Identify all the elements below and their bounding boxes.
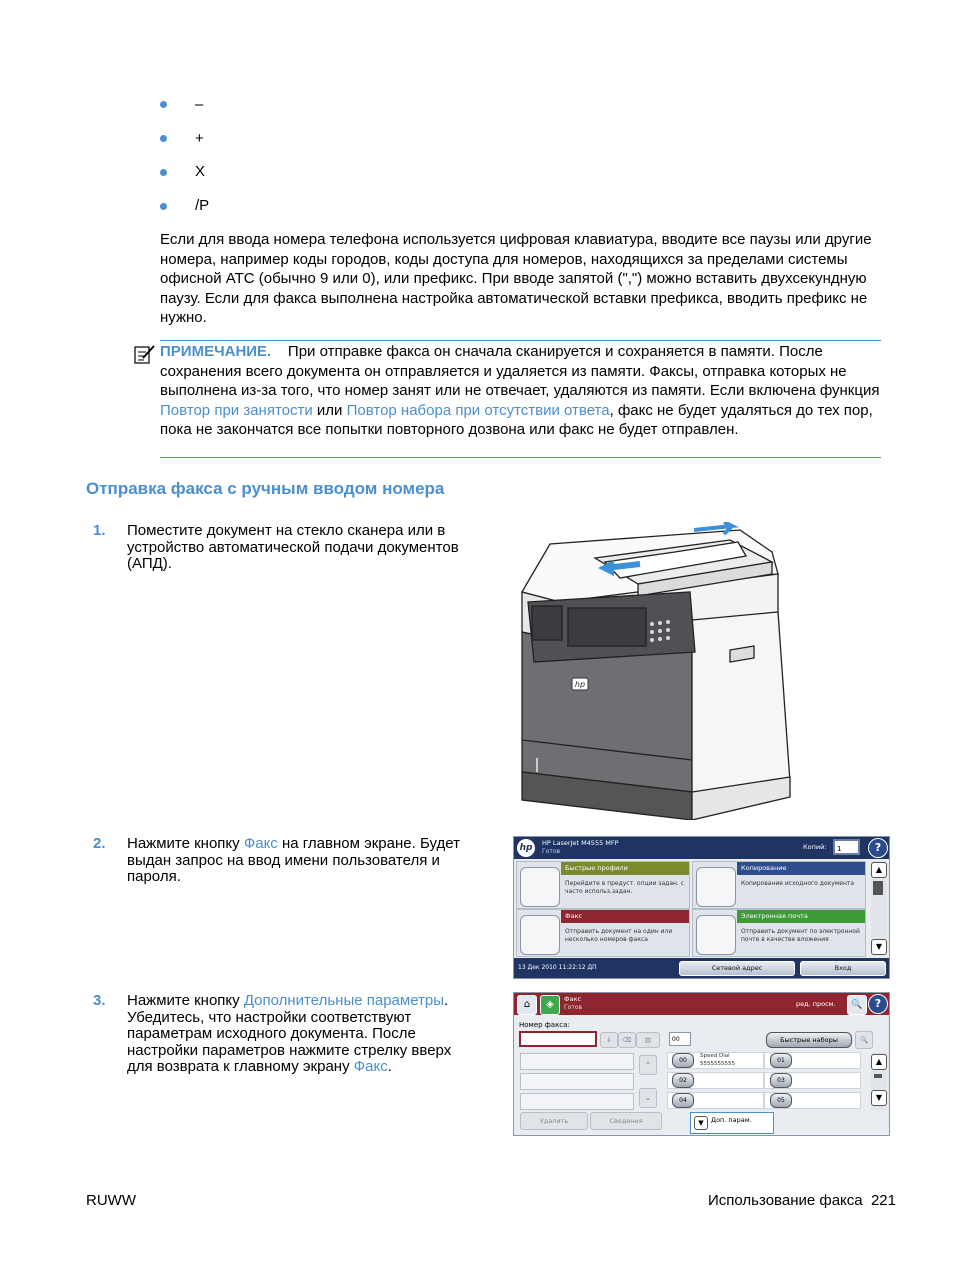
step-text-part: Нажмите кнопку [127, 835, 240, 852]
bullet-marker [160, 203, 167, 210]
fax-screen [513, 992, 890, 1136]
email-tile[interactable] [692, 909, 866, 957]
sign-in-button[interactable]: Вход [800, 961, 886, 976]
intro-paragraph: Если для ввода номера телефона используется цифровая клавиатура, вводите все паузы или другие номера, например коды городов, коды доступа для номеров, находящихся за пределами системы офисной АТС (обычно 9 или 0), или префикс. При вводе запятой (",") можно вставить двухсекундную паузу. Если для факса выполнена настройка автоматической вставки префикса, вводить префикс не нужно. [160, 231, 872, 326]
quick-sets-icon [520, 867, 560, 907]
step-number: 2. [93, 835, 106, 852]
footer-title: Использование факса [708, 1192, 863, 1209]
retry-no-answer-link[interactable]: Повтор набора при отсутствии ответа [346, 401, 610, 419]
home-footer [514, 958, 889, 978]
scroll-thumb[interactable] [874, 1074, 882, 1078]
fax-list-row[interactable] [520, 1073, 634, 1090]
step-number: 3. [93, 992, 106, 1009]
speed-key[interactable]: 03 [770, 1073, 792, 1088]
help-button[interactable]: ? [868, 838, 888, 858]
tile-label: Быстрые профили [561, 862, 689, 875]
step-text-part: . Убедитесь, что настройки соответствуют параметрам исходного документа. После настройки параметров нажмите стрелку вверх для возврата к главному экрану [127, 992, 452, 1075]
speed-dial-scrollbar[interactable] [871, 1052, 887, 1110]
delete-button[interactable]: Удалить [520, 1112, 588, 1130]
speed-key[interactable]: 01 [770, 1053, 792, 1068]
section-heading: Отправка факса с ручным вводом номера [86, 479, 445, 498]
note-top-rule [160, 340, 881, 341]
step-text [127, 836, 472, 886]
help-button[interactable]: ? [868, 994, 888, 1014]
page-number: 221 [870, 1192, 896, 1209]
note-label: ПРИМЕЧАНИЕ. [160, 343, 272, 360]
speed-dial-number: 5555555555 [700, 1061, 735, 1067]
scroll-down-icon[interactable]: ▼ [871, 1090, 887, 1106]
note-text: При отправке факса он сначала сканируется и сохраняется в памяти. После сохранения всего документа он отправляется и удаляется из памяти. Факсы, отправка которых не выполнена из-за того, что номер занят или не отвечает, удаляются из памяти. Если включена функция [160, 343, 880, 399]
speed-dials-button[interactable]: Быстрые наборы [766, 1032, 852, 1048]
home-screen [513, 836, 890, 979]
step-text-part: на главном экране. Будет выдан запрос на ввод имени пользователя и пароля. [127, 835, 460, 885]
date-time: 13 Дек 2010 11:22:12 ДП [518, 964, 597, 971]
envelope-icon [696, 915, 736, 955]
fax-title: Факс [564, 995, 582, 1003]
tile-description: Отправить документ по электронной почте в качестве вложения [741, 928, 860, 943]
arrow-down-icon[interactable]: ⇓ [600, 1032, 618, 1048]
step-text-part: . [387, 1058, 392, 1075]
network-address-button[interactable]: Сетевой адрес [679, 961, 795, 976]
fax-number-label: Номер факса: [519, 1021, 570, 1029]
search-icon[interactable]: 🔍 [855, 1031, 873, 1049]
book-icon[interactable]: ▤ [636, 1032, 660, 1048]
chevron-down-icon: ▼ [694, 1116, 708, 1130]
speed-dial-index: 00 [669, 1032, 691, 1046]
copy-tile[interactable] [692, 861, 866, 909]
copy-icon [696, 867, 736, 907]
bullet-item: + [195, 130, 204, 147]
copies-input[interactable]: 1 [833, 839, 860, 855]
scroll-down-icon[interactable]: ▼ [871, 939, 887, 955]
printer-logo: hp [574, 680, 586, 689]
list-down-icon[interactable]: ⌄ [639, 1088, 657, 1108]
bullet-marker [160, 135, 167, 142]
speed-key[interactable]: 02 [672, 1073, 694, 1088]
fax-number-input[interactable] [519, 1031, 597, 1047]
step-text-part: Нажмите кнопку [127, 992, 240, 1009]
home-header [514, 837, 889, 859]
footer-left: RUWW [86, 1192, 136, 1209]
note-block [160, 342, 882, 440]
fax-list-row[interactable] [520, 1093, 634, 1110]
quick-sets-tile[interactable] [516, 861, 690, 909]
step-number: 1. [93, 522, 106, 539]
bullet-item: /P [195, 197, 210, 214]
speed-key[interactable]: 00 [672, 1053, 694, 1068]
fax-link[interactable]: Факс [353, 1058, 388, 1075]
note-text: или [316, 401, 343, 419]
step-text: Поместите документ на стекло сканера или в устройство автоматической подачи документов (АПД). [127, 522, 459, 572]
bullet-marker [160, 101, 167, 108]
copies-label: Копий: [803, 843, 827, 851]
bullet-marker [160, 169, 167, 176]
fax-header [514, 993, 889, 1015]
tile-label: Копирование [737, 862, 865, 875]
more-options-label: Доп. парам. [711, 1116, 752, 1124]
fax-icon [520, 915, 560, 955]
more-options-button[interactable] [690, 1112, 774, 1134]
more-options-link[interactable]: Дополнительные параметры [243, 992, 445, 1009]
note-bottom-rule [160, 457, 881, 458]
preview-label: ред. просм. [796, 1000, 836, 1008]
speed-dial-name: Speed Dial [700, 1053, 730, 1059]
retry-busy-link[interactable]: Повтор при занятости [160, 401, 313, 419]
note-icon [134, 344, 156, 364]
home-icon[interactable]: ⌂ [517, 995, 537, 1015]
note-text: , факс не будет удаляться до тех пор, пока не закончатся все попытки повторного дозвона или факс не будет отправлен. [160, 401, 873, 438]
device-status: Готов [542, 848, 561, 855]
bullet-item: – [195, 96, 204, 113]
speed-key[interactable]: 04 [672, 1093, 694, 1108]
scroll-thumb[interactable] [873, 881, 883, 895]
home-scrollbar[interactable] [871, 861, 887, 956]
hp-logo-icon: hp [517, 839, 535, 857]
tile-label: Электронная почта [737, 910, 865, 923]
start-icon[interactable]: ◈ [540, 995, 560, 1015]
fax-link[interactable]: Факс [243, 835, 278, 852]
step-text [127, 993, 472, 1076]
printer-illustration [510, 522, 800, 820]
fax-tile[interactable] [516, 909, 690, 957]
tile-description: Перейдите в предуст. опции задан. с часто использ.задан. [565, 880, 685, 895]
speed-key[interactable]: 05 [770, 1093, 792, 1108]
tile-label: Факс [561, 910, 689, 923]
scroll-up-icon[interactable]: ▲ [871, 862, 887, 878]
tile-description: Копирование исходного документа [741, 880, 855, 887]
scroll-up-icon[interactable]: ▲ [871, 1054, 887, 1070]
footer-right [708, 1192, 896, 1209]
magnifier-icon[interactable]: 🔍 [847, 995, 867, 1015]
fax-list-row[interactable] [520, 1053, 634, 1070]
fax-status: Готов [564, 1004, 583, 1011]
bullet-item: X [195, 163, 206, 180]
device-title: HP LaserJet M4555 MFP [542, 839, 619, 847]
details-button[interactable]: Сведения [590, 1112, 662, 1130]
backspace-icon[interactable]: ⌫ [618, 1032, 636, 1048]
tile-description: Отправить документ на один или несколько номеров факса [565, 928, 673, 943]
list-up-icon[interactable]: ⌃ [639, 1055, 657, 1075]
